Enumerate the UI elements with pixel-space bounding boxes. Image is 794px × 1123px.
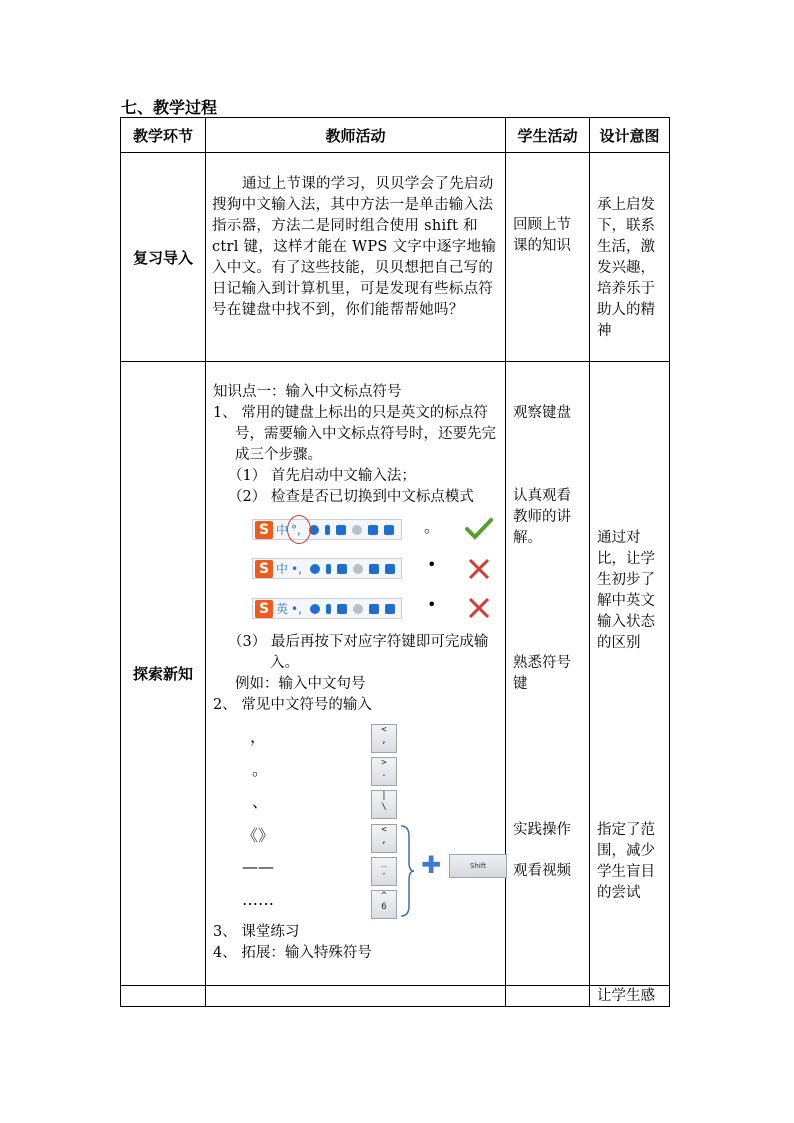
key-six [371, 890, 397, 919]
emoji-icon [310, 564, 320, 574]
key-bottom-label: . [381, 769, 387, 779]
review-student-text: 回顾上节课的知识 [513, 217, 571, 254]
key-top-label: > [381, 758, 387, 768]
shirt-icon [368, 525, 378, 535]
student-3: 熟悉符号键 [513, 655, 571, 692]
review-student-cell [506, 153, 590, 362]
highlight-circle [287, 515, 311, 544]
mark-1: 。 [424, 517, 441, 536]
plus-icon: ✚ [421, 851, 442, 879]
ime-lang-label: 中 [276, 562, 289, 576]
header-intent: 设计意图 [590, 118, 670, 153]
cross-icon [467, 596, 491, 620]
ime-bar-3 [252, 598, 402, 619]
cont-student-cell [506, 986, 590, 1007]
row-explore [121, 362, 670, 986]
grid-icon [385, 564, 395, 574]
key-backslash [371, 790, 397, 819]
section-title: 七、教学过程 [121, 98, 218, 117]
header-stage: 教学环节 [121, 118, 206, 153]
key-period [371, 757, 397, 786]
item-2: 2、 常见中文符号的输入 [213, 697, 372, 713]
kp-title: 知识点一：输入中文标点符号 [213, 384, 402, 400]
key-minus [371, 857, 397, 886]
review-teacher-cell [206, 153, 506, 362]
ime-punct-label: •, [291, 561, 302, 576]
key-top-label: ^ [381, 891, 387, 901]
user-icon [353, 564, 363, 574]
mic-icon [326, 564, 331, 574]
cont-stage-cell [121, 986, 206, 1007]
row-continued [121, 986, 670, 1007]
student-5: 观看视频 [513, 863, 571, 879]
ime-bar-1 [252, 519, 402, 540]
mic-icon [325, 525, 330, 535]
row-review [121, 153, 670, 362]
check-icon [464, 517, 494, 541]
item-3: 3、 课堂练习 [213, 924, 300, 940]
review-teacher-text: 通过上节课的学习，贝贝学会了先启动搜狗中文输入法，其中方法一是单击输入法指示器，方法二是同时组合使用 shift 和 ctrl 键，这样才能在 WPS 文字中逐字地输入中文。有了这些技能，贝贝想把自己写的日记输入到计算机里，可是发现有些标点符号在键盘中找不到，你们能帮帮她吗？ [212, 176, 497, 318]
grid-icon [385, 604, 395, 614]
ime-lang-label: 英 [276, 602, 289, 616]
key-comma [371, 724, 397, 753]
explore-teacher-cell [206, 362, 506, 986]
keyboard-icon [337, 564, 347, 574]
key-top-label: < [381, 725, 387, 735]
key-comma-2 [371, 824, 397, 853]
header-row [121, 118, 670, 153]
key-bottom-label: \ [381, 802, 387, 812]
sogou-logo-icon: S [255, 521, 273, 539]
intent-2: 指定了范围，减少学生盲目的尝试 [597, 822, 655, 901]
student-1: 观察键盘 [513, 405, 571, 421]
key-top-label: _ [381, 858, 387, 868]
brace-icon [399, 824, 415, 918]
mark-3: • [427, 595, 437, 614]
intent-1: 通过对比，让学生初步了解中英文输入状态的区别 [597, 530, 655, 651]
symbol-period: 。 [252, 760, 269, 779]
symbol-book: 《》 [242, 826, 275, 845]
user-icon [352, 525, 362, 535]
sogou-logo-icon: S [255, 600, 273, 618]
key-top-label: | [381, 791, 387, 801]
ime-lang-label: 中 [276, 523, 289, 537]
cont-intent-text: 让学生感 [597, 988, 655, 1004]
shirt-icon [369, 604, 379, 614]
lesson-table [120, 117, 670, 1007]
header-teacher: 教师活动 [206, 118, 506, 153]
symbol-ellipsis: …… [242, 890, 274, 909]
symbol-dash: —— [242, 857, 274, 876]
student-4: 实践操作 [513, 822, 571, 838]
row-label-review: 复习导入 [121, 153, 206, 362]
step-1: （1） 首先启动中文输入法； [228, 468, 416, 484]
keyboard-icon [337, 604, 347, 614]
keyboard-icon [336, 525, 346, 535]
key-bottom-label: , [381, 736, 387, 746]
review-intent-text: 承上启发下，联系生活，激发兴趣，培养乐于助人的精神 [597, 197, 655, 339]
shift-key: Shift [449, 854, 507, 878]
key-top-label: < [381, 825, 387, 835]
cont-teacher-cell [206, 986, 506, 1007]
emoji-icon [310, 604, 320, 614]
mark-2: • [427, 555, 437, 574]
student-2: 认真观看教师的讲解。 [513, 488, 571, 546]
review-intent-cell [590, 153, 670, 362]
grid-icon [384, 525, 394, 535]
cross-icon [467, 557, 491, 581]
key-bottom-label: , [381, 836, 387, 846]
row-label-explore: 探索新知 [121, 362, 206, 986]
ime-punct-label: •, [291, 601, 302, 616]
step-2: （2） 检查是否已切换到中文标点模式 [228, 489, 474, 505]
key-bottom-label: 6 [381, 902, 387, 912]
mic-icon [326, 604, 331, 614]
symbol-comma: ， [250, 727, 267, 746]
ime-bar-2 [252, 558, 402, 579]
item-4: 4、 拓展：输入特殊符号 [213, 945, 372, 961]
cont-intent-cell [590, 986, 670, 1007]
user-icon [353, 604, 363, 614]
symbol-pause: 、 [252, 792, 269, 811]
shirt-icon [369, 564, 379, 574]
ime-punct-label: °, [291, 522, 301, 537]
key-bottom-label: - [381, 869, 387, 879]
item-1: 1、 常用的键盘上标出的只是英文的标点符号，需要输入中文标点符号时，还要先完成三个步骤。 [213, 405, 496, 463]
explore-student-cell [506, 362, 590, 986]
explore-intent-cell [590, 362, 670, 986]
example: 例如：输入中文句号 [235, 676, 366, 692]
sogou-logo-icon: S [255, 560, 273, 578]
header-student: 学生活动 [506, 118, 590, 153]
step-3: （3） 最后再按下对应字符键即可完成输入。 [228, 634, 489, 671]
